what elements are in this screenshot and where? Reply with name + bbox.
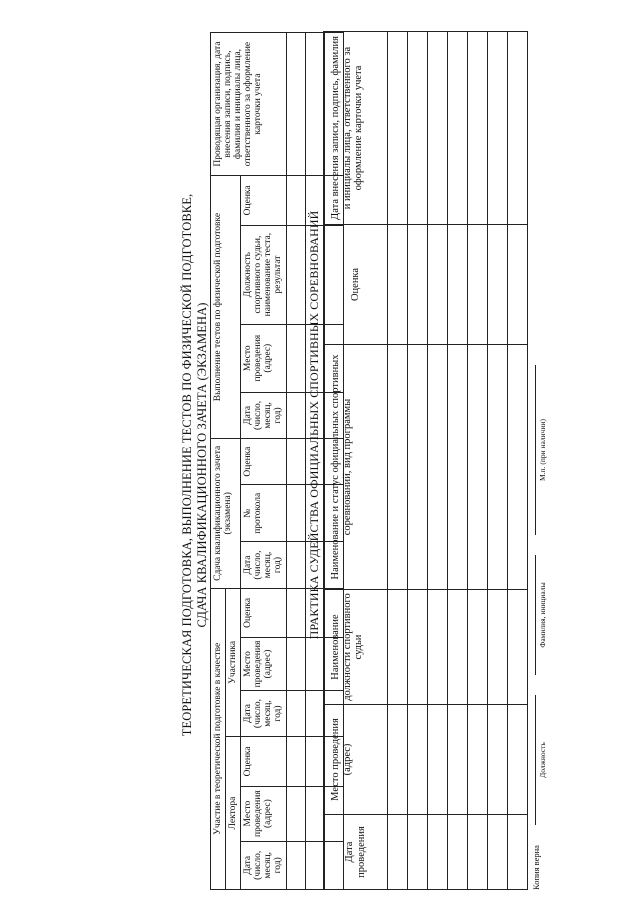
copy-certified-label: Копия верна [531,845,541,890]
table-row [448,32,468,890]
header-tests-position-result: Должность спортивного судьи, наименование теста, результат [241,225,287,324]
header-judging-position: Наименование должности спортивного судьи [324,590,388,705]
table-row [488,32,508,890]
caption-seal: М.п. (при наличии) [538,419,547,481]
table-row [508,32,528,890]
header-participant-place: Место проведения (адрес) [241,638,287,691]
signature-line-seal [535,365,536,535]
header-org-record: Проводящая организация, дата внесения записи, подпись, фамилия и инициалы лица, ответственного за оформление карточки учета [211,33,287,176]
header-tests-group: Выполнение тестов по физической подготовке [211,176,241,439]
header-exam-date: Дата (число, месяц, год) [241,542,287,588]
header-judging-place: Место проведения (адрес) [324,705,388,815]
form-title-line-2: СДАЧА КВАЛИФИКАЦИОННОГО ЗАЧЕТА (ЭКЗАМЕНА) [195,302,209,628]
judging-practice-table [323,31,528,890]
signature-line-name [535,555,536,675]
caption-position: Должность [538,742,547,778]
header-participant-grade: Оценка [241,588,287,638]
header-lecturer-date: Дата (число, месяц, год) [241,841,287,889]
caption-name: Фамилия, инициалы [538,582,547,648]
header-lecturer-place: Место проведения (адрес) [241,786,287,841]
header-exam-group: Сдача квалификационного зачета (экзамена) [211,439,241,589]
header-tests-place: Место проведения (адрес) [241,324,287,392]
table-row [388,32,408,890]
header-tests-date: Дата (число, месяц, год) [241,392,287,438]
header-lecturer-grade: Оценка [241,737,287,787]
header-exam-grade: Оценка [241,439,287,485]
header-participant: Участника [226,588,241,737]
section-judging-practice-title: ПРАКТИКА СУДЕЙСТВА ОФИЦИАЛЬНЫХ СПОРТИВНЫХ СОРЕВНОВАНИЙ [307,210,321,640]
header-judging-record: Дата внесения записи, подпись, фамилия и инициалы лица, ответственного за оформление карточки учета [324,32,388,225]
header-exam-protocol: № протокола [241,485,287,542]
header-participant-date: Дата (число, месяц, год) [241,690,287,736]
header-judging-competition: Наименование и статус официальных спортивных соревнований, вид программы [324,345,388,590]
table-row [408,32,428,890]
signature-line-position [535,695,536,825]
table-row [428,32,448,890]
header-judging-date: Дата проведения [324,815,388,890]
header-judging-grade: Оценка [324,225,388,345]
header-theory-group: Участие в теоретической подготовке в качестве [211,588,226,889]
table-row [287,33,306,890]
header-lecturer: Лектора [226,737,241,890]
form-title-line-1: ТЕОРЕТИЧЕСКАЯ ПОДГОТОВКА, ВЫПОЛНЕНИЕ ТЕСТОВ ПО ФИЗИЧЕСКОЙ ПОДГОТОВКЕ, [180,193,194,737]
table-row [468,32,488,890]
header-tests-grade: Оценка [241,176,287,226]
